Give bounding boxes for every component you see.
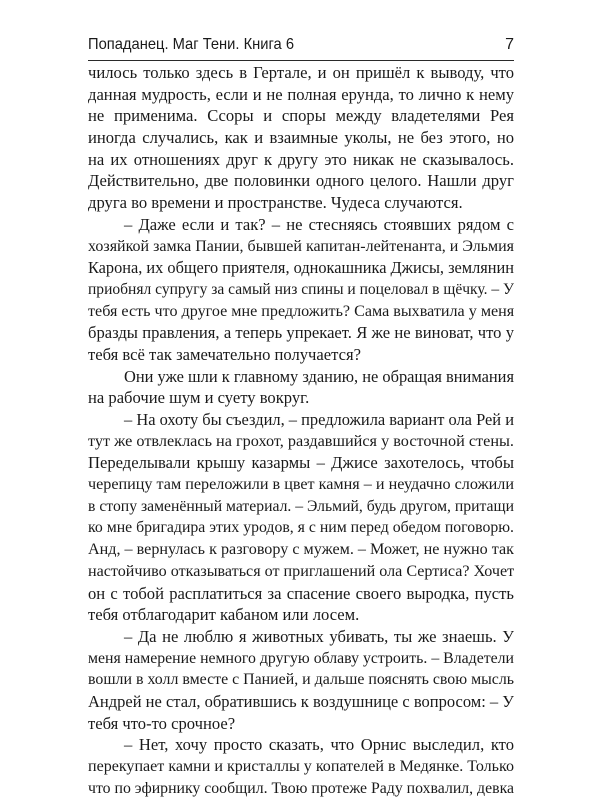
text-line: приобнял супругу за самый низ спины и поцеловал в щёчку. – У: [88, 280, 515, 298]
text-line: друга во времени и пространстве. Чудеса случаются.: [88, 193, 463, 213]
text-line: перекупает камни и кристаллы у копателей в Медянке. Только: [88, 758, 514, 775]
text-line: ко мне бригадира этих уродов, я с ним перед обедом поговорю.: [88, 519, 514, 537]
text-line: черепицу там переложили в цвет камня – и неудачно сложили: [88, 476, 514, 494]
text-line: тебя отблагодарит кабаном или лосем.: [88, 605, 360, 625]
running-header: [88, 34, 514, 61]
text-line: чилось только здесь в Гертале, и он пришёл к выводу, что: [88, 63, 514, 82]
text-line: Действительно, две половинки одного целого. Нашли друг: [88, 171, 514, 191]
text-line: что по эфирнику сообщил. Твою протеже Раду похвалил, девка: [88, 779, 515, 797]
text-line: в стопу заменённый материал. – Эльмий, будь другом, притащи: [88, 497, 514, 515]
text-line: данная мудрость, если и не полная ерунда, то лично к нему: [88, 84, 514, 104]
body-text: [88, 62, 514, 799]
text-line: иногда случались, как и взаимные уколы, не без этого, но: [88, 128, 514, 148]
text-line: тут же отвлеклась на грохот, раздавшийся у восточной стены.: [88, 431, 514, 450]
page-number: 7: [505, 36, 514, 53]
text-line: настойчиво отказываться от приглашений ола Сертиса? Хочет: [88, 562, 515, 580]
text-line: тебя есть что другое мне предложить? Сама выхватила у меня: [88, 302, 515, 320]
text-line: бразды правления, а теперь упрекает. Я же не виноват, что у: [88, 323, 514, 343]
text-line: он с тобой расплатиться за спасение своего выродка, пусть: [88, 583, 514, 603]
text-line: хозяйкой замка Пании, бывшей капитан-лейтенанта, и Эльмия: [88, 237, 514, 255]
text-line: на рабочие шум и суету вокруг.: [88, 388, 310, 408]
text-line: – Да не люблю я животных убивать, ты же знаешь. У: [124, 626, 514, 646]
text-line: на их отношениях друг к другу это никак не сказывалось.: [88, 149, 514, 169]
text-line: не применима. Ссоры и споры между владетелями Рея: [88, 106, 514, 126]
text-line: меня намерение немного другую облаву устроить. – Владетели: [88, 649, 514, 667]
text-line: Анд, – вернулась к разговору с мужем. – Может, не нужно так: [88, 541, 514, 559]
text-line: – Нет, хочу просто сказать, что Орнис выследил, кто: [124, 735, 514, 755]
text-line: Карона, их общего приятеля, однокашника Джисы, землянин: [88, 258, 514, 278]
text-line: – Даже если и так? – не стесняясь стоявших рядом с: [124, 214, 514, 234]
text-line: тебя что-то срочное?: [88, 713, 236, 733]
text-line: – На охоту бы съездил, – предложила вариант ола Рей и: [124, 410, 514, 429]
text-line: Они уже шли к главному зданию, не обращая внимания: [124, 366, 514, 386]
running-title: Попаданец. Маг Тени. Книга 6: [88, 36, 295, 53]
text-line: Андрей не стал, обратившись к воздушнице с вопросом: – У: [88, 691, 514, 711]
text-line: вошли в холл вместе с Панией, и дальше пояснять свою мысль: [88, 671, 514, 689]
text-line: Переделывали крышу казармы – Джисе захотелось, чтобы: [88, 453, 514, 473]
text-line: тебя всё так замечательно получается?: [88, 344, 361, 364]
